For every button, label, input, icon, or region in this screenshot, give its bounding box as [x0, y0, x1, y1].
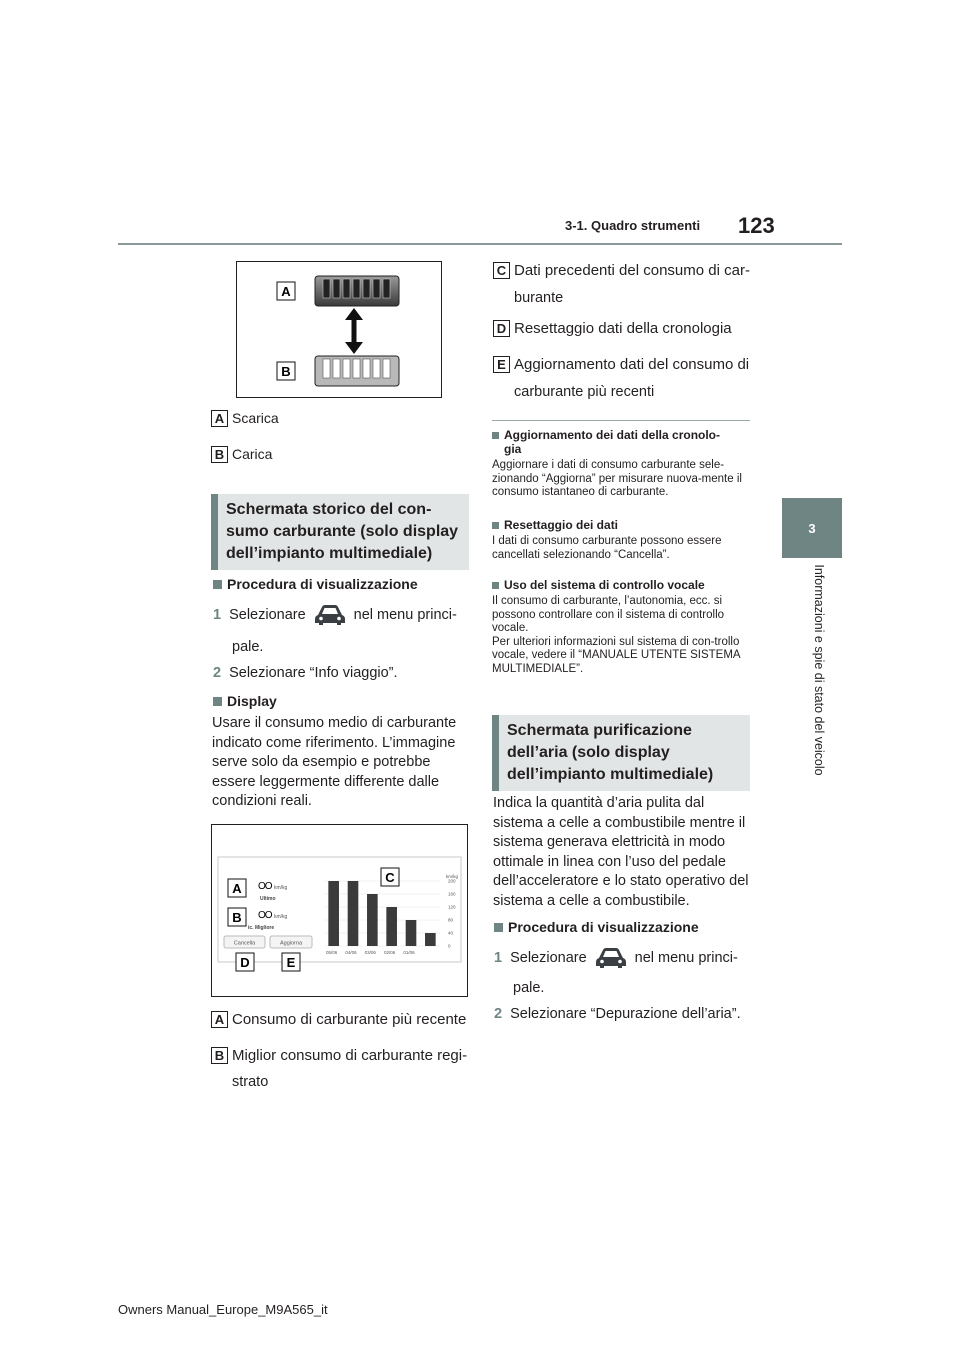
air-intro-paragraph: Indica la quantità d’aria pulita dal sistema a celle a combustibile mentre il sistema generava elettricità in modo ottimale in linea con l’uso del pedale dell’acceleratore e lo stato operativo del sistema a celle a combustibile. [493, 795, 749, 909]
bar [367, 894, 378, 946]
x-tick-label: 01/06 [403, 950, 415, 955]
figure-fuel-history-screen [211, 824, 468, 997]
bullet-square-icon [492, 432, 499, 439]
row-b-unit: km/kg [274, 914, 288, 920]
note-text: I dati di consumo carburante possono essere cancellati selezionando “Cancella”. [492, 535, 722, 561]
figure-battery [236, 261, 442, 398]
y-tick-label: 80 [448, 917, 454, 923]
bar [328, 881, 339, 946]
legend-key: A [211, 410, 228, 427]
header-rule [118, 243, 842, 245]
y-tick-label: 160 [448, 891, 456, 897]
fig2-callout-e: E [286, 955, 296, 970]
bar [425, 933, 436, 946]
row-a-value: OO [258, 881, 272, 892]
proc-heading-text: Procedura di visualizzazione [508, 919, 699, 935]
step-2-air [494, 1006, 741, 1022]
legend-text: Miglior consumo di carburante regi- [232, 1047, 468, 1064]
note-title [492, 518, 752, 532]
display-heading [213, 693, 277, 709]
heading-line: sumo carburante (solo display [226, 523, 459, 540]
section-title: 3-1. Quadro strumenti [565, 218, 701, 233]
y-tick-label: 120 [448, 904, 456, 910]
legend-d [493, 314, 732, 343]
note-title [492, 578, 752, 592]
legend-fig2-b-cont: strato [232, 1074, 269, 1090]
fuel-history-screen [212, 825, 467, 996]
note-reset [492, 518, 752, 562]
legend-c [493, 256, 750, 285]
bullet-square-icon [492, 582, 499, 589]
x-tick-label: 03/06 [364, 950, 376, 955]
heading-line: Schermata storico del con- [226, 501, 432, 518]
note-voice-control [492, 578, 752, 676]
legend-a-scarica [211, 410, 279, 427]
row-b-label: ic. Migliore [248, 925, 275, 931]
proc-heading-2 [494, 919, 699, 935]
legend-e [493, 350, 749, 379]
legend-text: Dati precedenti del consumo di car- [514, 262, 750, 279]
step-1 [213, 604, 457, 626]
step-2 [213, 665, 398, 681]
note-text: Il consumo di carburante, l’autonomia, ecc. si possono controllare con il sistema di controllo vocale. [492, 595, 725, 634]
step-number: 1 [494, 950, 503, 966]
chapter-tab: 3 [782, 498, 842, 558]
step-text-cont: nel menu princi- [353, 607, 457, 623]
chapter-title: Informazioni e spie di stato del veicolo [812, 564, 826, 776]
legend-fig2-b [211, 1041, 467, 1070]
legend-fig2-a [211, 1005, 466, 1034]
proc-heading-text: Procedura di visualizzazione [227, 576, 418, 592]
step-number: 2 [213, 665, 222, 681]
y-tick-label: 200 [448, 878, 456, 884]
note-title [492, 428, 752, 442]
y-tick-label: 40 [448, 930, 454, 936]
bullet-square-icon [213, 697, 222, 706]
fig2-callout-a: A [232, 881, 242, 896]
heading-line: dell’impianto multimediale) [507, 766, 714, 783]
y-tick-label: 0 [448, 943, 451, 949]
clear-button-label: Cancella [233, 940, 256, 947]
bullet-square-icon [492, 522, 499, 529]
x-tick-label: 02/06 [384, 950, 396, 955]
section-heading-air-purification [492, 715, 750, 791]
legend-text: Scarica [232, 410, 279, 426]
footer-doc-id: Owners Manual_Europe_M9A565_it [118, 1302, 328, 1317]
display-heading-text: Display [227, 693, 277, 709]
legend-key: E [493, 356, 510, 373]
divider [492, 420, 750, 421]
heading-line: Schermata purificazione [507, 722, 692, 739]
step-1-cont: pale. [232, 639, 264, 655]
display-paragraph: Usare il consumo medio di carburante indicato come riferimento. L’immagine serve solo da esempio e potrebbe essere leggermente differente dalle condizioni reali. [212, 715, 457, 809]
fig1-callout-a: A [281, 284, 291, 299]
step-number: 2 [494, 1006, 503, 1022]
legend-key: B [211, 1047, 228, 1064]
note-title-text: Aggiornamento dei dati della cronolo- [504, 428, 721, 442]
note-history-update [492, 428, 752, 500]
car-icon [595, 947, 627, 969]
step-text: Selezionare “Info viaggio”. [229, 665, 398, 681]
section-heading-fuel-history [211, 494, 469, 570]
step-text: Selezionare “Depurazione dell’aria”. [510, 1006, 741, 1022]
row-a-label: Ultimo [260, 896, 276, 902]
step-text-cont: nel menu princi- [634, 950, 738, 966]
step-1-air-cont: pale. [513, 980, 545, 996]
x-tick-label: 04/06 [345, 950, 357, 955]
legend-text: Aggiornamento dati del consumo di [514, 356, 750, 373]
step-number: 1 [213, 607, 222, 623]
legend-b-carica [211, 446, 272, 463]
legend-text: Resettaggio dati della cronologia [514, 320, 732, 337]
fig2-callout-d: D [240, 955, 250, 970]
x-tick-label: 05/06 [326, 950, 338, 955]
heading-line: dell’impianto multimediale) [226, 545, 433, 562]
row-b-value: OO [258, 910, 272, 921]
legend-key: C [493, 262, 510, 279]
legend-c-cont: burante [514, 290, 564, 306]
step-text: Selezionare [229, 607, 306, 623]
legend-e-cont: carburante più recenti [514, 384, 655, 400]
legend-text: Consumo di carburante più recente [232, 1011, 467, 1028]
note-title-text: Uso del sistema di controllo vocale [504, 578, 705, 592]
fig1-callout-b: B [281, 364, 291, 379]
legend-text: Carica [232, 446, 273, 462]
legend-key: B [211, 446, 228, 463]
bullet-square-icon [213, 580, 222, 589]
fig2-callout-c: C [385, 870, 395, 885]
fig2-callout-b: B [232, 910, 242, 925]
bar [386, 907, 397, 946]
y-axis-unit: km/kg [446, 874, 459, 879]
note-text-2: Per ulteriori informazioni sul sistema di con-trollo vocale, vedere il “MANUALE UTENTE SISTEMA MULTIMEDIALE”. [492, 635, 740, 675]
bullet-square-icon [494, 923, 503, 932]
car-icon [314, 604, 346, 626]
note-text: Aggiornare i dati di consumo carburante sele-zionando “Aggiorna” per misurare nuova-mente il consumo istantaneo di carburante. [492, 459, 742, 498]
row-a-unit: km/kg [274, 885, 288, 891]
bar [348, 881, 359, 946]
step-text: Selezionare [510, 950, 587, 966]
proc-heading [213, 576, 418, 592]
battery-illustration [237, 262, 441, 397]
note-title-cont: gia [504, 442, 522, 456]
bar [406, 920, 417, 946]
legend-key: A [211, 1011, 228, 1028]
page-number: 123 [738, 213, 775, 238]
heading-line: dell’aria (solo display [507, 744, 670, 761]
update-button-label: Aggiorna [279, 940, 303, 947]
step-1-air [494, 947, 738, 969]
note-title-text: Resettaggio dei dati [504, 518, 619, 532]
legend-key: D [493, 320, 510, 337]
